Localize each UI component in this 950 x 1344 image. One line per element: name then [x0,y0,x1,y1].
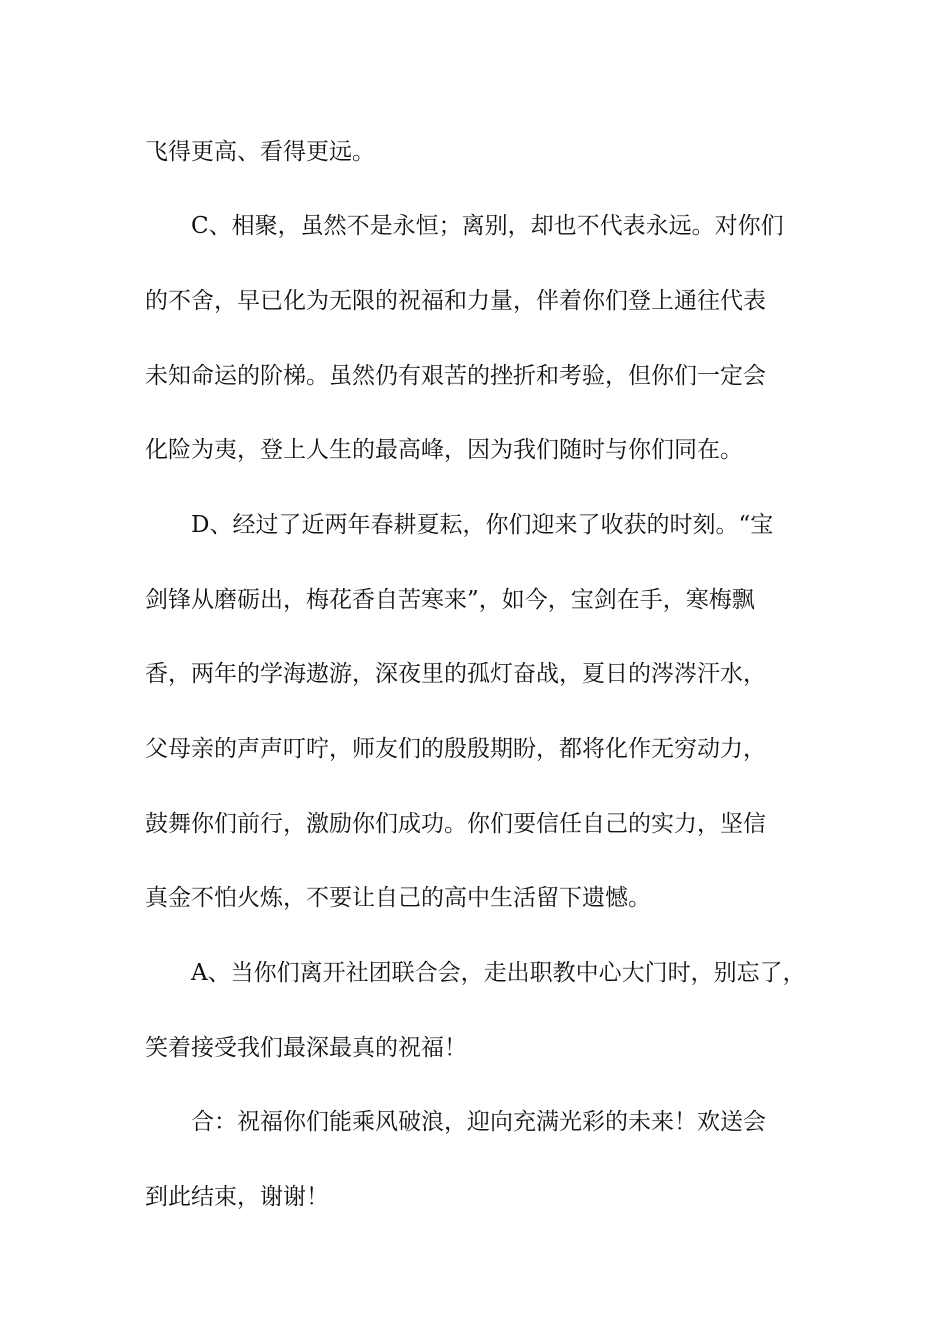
paragraph-he-start: 合：祝福你们能乘风破浪，迎向充满光彩的未来！欢送会 [191,1109,766,1135]
paragraph-d-start: D、经过了近两年春耕夏耘，你们迎来了收获的时刻。“宝 [191,512,774,538]
text-line: 剑锋从磨砺出，梅花香自苦寒来”，如今，宝剑在手，寒梅飘 [145,587,755,613]
paragraph-a-start: A、当你们离开社团联合会，走出职教中心大门时，别忘了， [191,960,806,986]
text-line: 未知命运的阶梯。虽然仍有艰苦的挫折和考验，但你们一定会 [145,363,766,389]
text-line: 飞得更高、看得更远。 [145,139,375,165]
text-line: 笑着接受我们最深最真的祝福！ [145,1035,467,1061]
text-line: 父母亲的声声叮咛，师友们的殷殷期盼，都将化作无穷动力， [145,736,766,762]
text-line: 化险为夷，登上人生的最高峰，因为我们随时与你们同在。 [145,437,743,463]
text-line: 香，两年的学海遨游，深夜里的孤灯奋战，夏日的涔涔汗水， [145,661,766,687]
text-line: 鼓舞你们前行，激励你们成功。你们要信任自己的实力，坚信 [145,811,766,837]
text-line: 到此结束，谢谢！ [145,1184,329,1210]
paragraph-c-start: C、相聚，虽然不是永恒；离别，却也不代表永远。对你们 [191,213,784,239]
text-line: 真金不怕火炼，不要让自己的高中生活留下遗憾。 [145,885,651,911]
text-line: 的不舍，早已化为无限的祝福和力量，伴着你们登上通往代表 [145,288,766,314]
